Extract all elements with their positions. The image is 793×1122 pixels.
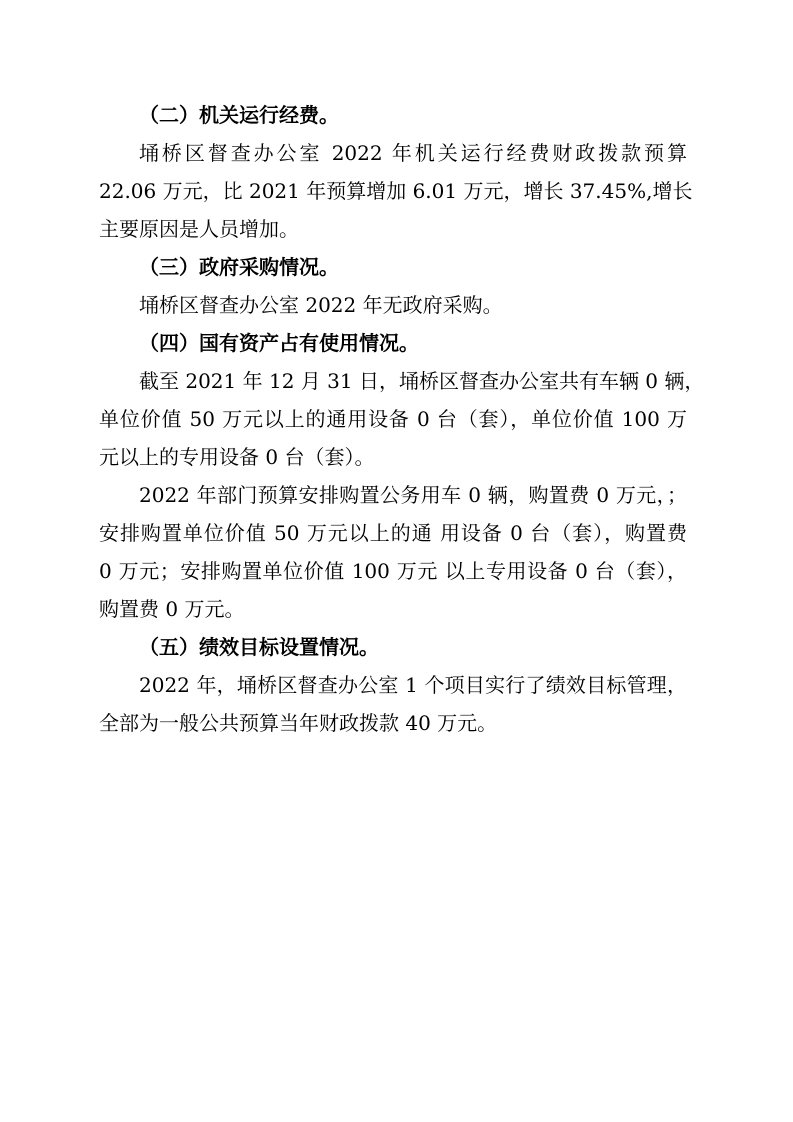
paragraph bbox=[99, 666, 687, 742]
text-line: 购置费 0 万元。 bbox=[99, 597, 245, 621]
section-heading: （三）政府采购情况。 bbox=[139, 255, 339, 279]
text-line: 22.06 万元，比 2021 年预算增加 6.01 万元，增长 37.45%,增长 bbox=[99, 179, 693, 203]
section-operating-expenses bbox=[99, 96, 693, 248]
text-line: 埇桥区督查办公室 2022 年机关运行经费财政拨款预算 bbox=[139, 141, 687, 165]
text-line: 2022 年，埇桥区督查办公室 1 个项目实行了绩效目标管理， bbox=[139, 673, 687, 697]
section-government-procurement bbox=[99, 248, 687, 324]
document-body bbox=[99, 96, 705, 742]
section-heading: （二）机关运行经费。 bbox=[139, 103, 339, 127]
text-line: 截至 2021 年 12 月 31 日，埇桥区督查办公室共有车辆 0 辆， bbox=[139, 369, 705, 393]
text-line: 全部为一般公共预算当年财政拨款 40 万元。 bbox=[99, 711, 498, 735]
text-line: 主要原因是人员增加。 bbox=[99, 217, 299, 241]
text-line: 埇桥区督查办公室 2022 年无政府采购。 bbox=[139, 293, 503, 317]
section-state-assets bbox=[99, 324, 705, 628]
section-performance-targets bbox=[99, 628, 687, 742]
paragraph bbox=[99, 476, 687, 628]
text-line: 单位价值 50 万元以上的通用设备 0 台（套），单位价值 100 万 bbox=[99, 407, 687, 431]
text-line: 安排购置单位价值 50 万元以上的通 用设备 0 台（套），购置费 bbox=[99, 521, 687, 545]
text-line: 元以上的专用设备 0 台（套）。 bbox=[99, 445, 375, 469]
text-line: 0 万元；安排购置单位价值 100 万元 以上专用设备 0 台（套）， bbox=[99, 559, 687, 583]
paragraph bbox=[99, 286, 687, 324]
paragraph bbox=[99, 362, 705, 476]
section-heading: （五）绩效目标设置情况。 bbox=[139, 635, 379, 659]
text-line: 2022 年部门预算安排购置公务用车 0 辆，购置费 0 万元，； bbox=[139, 483, 687, 507]
paragraph bbox=[99, 134, 693, 248]
section-heading: （四）国有资产占有使用情况。 bbox=[139, 331, 419, 355]
